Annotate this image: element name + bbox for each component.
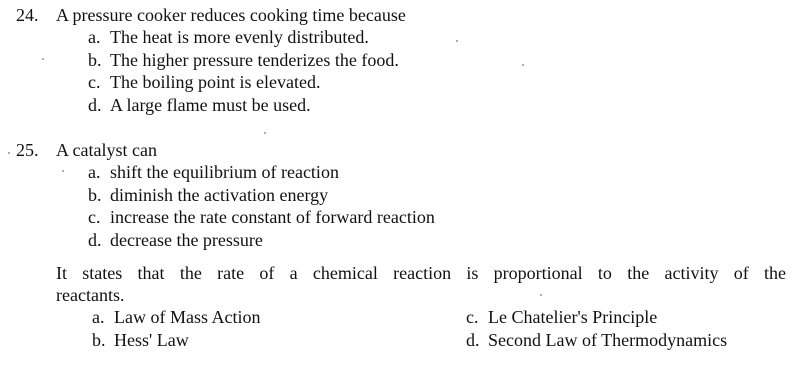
- question-text: A pressure cooker reduces cooking time because: [56, 5, 406, 25]
- question-text: It states that the rate of a chemical reaction is proportional to the activity of the: [56, 263, 786, 283]
- choice-b[interactable]: [88, 49, 786, 72]
- choice-text: Le Chatelier's Principle: [488, 307, 658, 327]
- choice-list: [88, 161, 786, 251]
- choice-letter: a.: [88, 27, 101, 47]
- choice-letter: a.: [92, 307, 105, 327]
- question-stem: [16, 139, 786, 161]
- choice-letter: b.: [88, 49, 102, 70]
- choice-text: decrease the pressure: [110, 229, 263, 250]
- choice-a[interactable]: [88, 161, 786, 184]
- choice-grid: [16, 306, 786, 352]
- choice-d[interactable]: [88, 94, 786, 117]
- choice-letter: a.: [88, 162, 101, 182]
- question-24: [16, 4, 786, 116]
- question-text: A catalyst can: [56, 140, 157, 160]
- question-stem: [16, 4, 786, 26]
- choice-list: [88, 26, 786, 116]
- choice-letter: d.: [88, 229, 102, 250]
- choice-text: shift the equilibrium of reaction: [110, 162, 339, 182]
- choice-text: diminish the activation energy: [110, 184, 329, 205]
- choice-letter: d.: [466, 329, 480, 350]
- choice-text: The heat is more evenly distributed.: [110, 27, 369, 47]
- choice-text: Law of Mass Action: [114, 307, 261, 327]
- question-25: [16, 139, 786, 251]
- choice-letter: c.: [88, 72, 101, 92]
- scan-speck: [522, 64, 524, 66]
- choice-letter: b.: [92, 329, 106, 350]
- scan-speck: [540, 294, 542, 296]
- choice-column-right: [466, 306, 727, 351]
- choice-b[interactable]: [88, 184, 786, 207]
- choice-column-left: [92, 306, 260, 351]
- choice-d[interactable]: [88, 229, 786, 252]
- scan-speck: [456, 40, 458, 42]
- question-stem: [16, 262, 786, 284]
- choice-text: increase the rate constant of forward reaction: [110, 207, 435, 227]
- choice-letter: d.: [88, 94, 102, 115]
- choice-c[interactable]: [88, 71, 786, 94]
- scan-speck: [62, 170, 64, 172]
- choice-letter: c.: [88, 207, 101, 227]
- choice-b[interactable]: [92, 329, 260, 352]
- scan-speck: [264, 132, 266, 134]
- question-26: [16, 262, 786, 352]
- scan-speck: [8, 152, 10, 154]
- choice-d[interactable]: [466, 329, 727, 352]
- choice-text: Hess' Law: [114, 329, 189, 350]
- scan-speck: [42, 58, 44, 60]
- choice-a[interactable]: [92, 306, 260, 329]
- choice-text: Second Law of Thermodynamics: [488, 329, 728, 350]
- choice-text: The boiling point is elevated.: [110, 72, 321, 92]
- choice-c[interactable]: [88, 206, 786, 229]
- question-number: 25.: [16, 140, 39, 160]
- question-number: [16, 262, 56, 284]
- choice-a[interactable]: [88, 26, 786, 49]
- choice-c[interactable]: [466, 306, 727, 329]
- choice-text: The higher pressure tenderizes the food.: [110, 49, 399, 70]
- question-number: 24.: [16, 5, 39, 25]
- choice-letter: b.: [88, 184, 102, 205]
- question-text-continued: reactants.: [56, 285, 125, 305]
- choice-text: A large flame must be used.: [110, 94, 311, 115]
- choice-letter: c.: [466, 307, 479, 327]
